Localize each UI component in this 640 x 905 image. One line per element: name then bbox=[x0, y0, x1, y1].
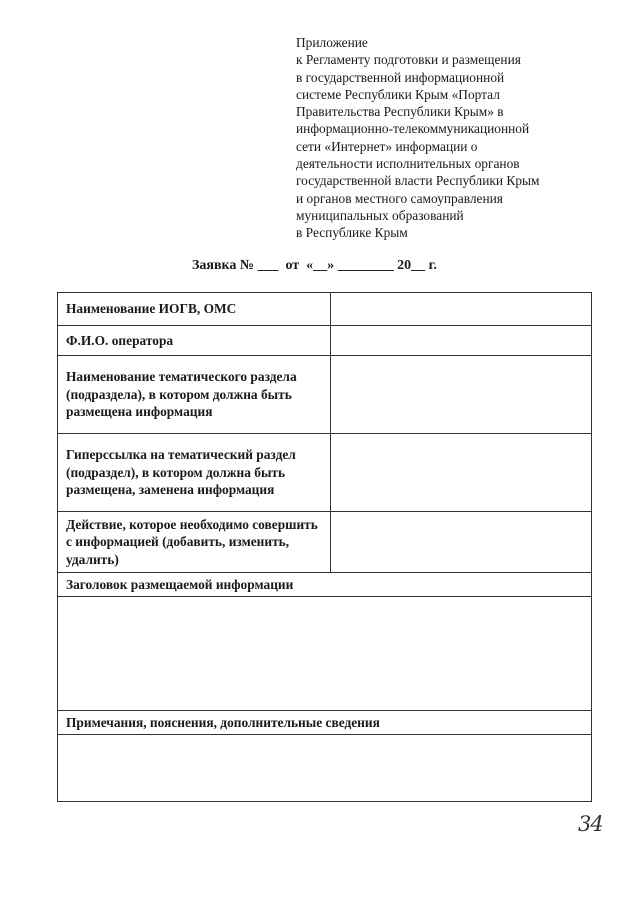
appendix-line: Приложение bbox=[296, 35, 368, 50]
field-label-info-title: Заголовок размещаемой информации bbox=[58, 573, 592, 597]
field-label-section-name: Наименование тематического раздела (подраздела), в котором должна быть размещена информация bbox=[58, 356, 331, 434]
table-row bbox=[58, 596, 592, 710]
appendix-line: муниципальных образований bbox=[296, 207, 464, 223]
appendix-line: сети «Интернет» информации о bbox=[296, 138, 478, 154]
appendix-line: информационно-телекоммуникационной bbox=[296, 121, 530, 137]
field-value-iogv-oms[interactable] bbox=[331, 293, 592, 326]
field-value-notes[interactable] bbox=[58, 734, 592, 801]
appendix-line: Правительства Республики Крым» в bbox=[296, 104, 504, 120]
table-row bbox=[58, 512, 592, 573]
appendix-line: государственной власти Республики Крым bbox=[296, 173, 540, 189]
field-value-section-name[interactable] bbox=[331, 356, 592, 434]
field-value-operator-name[interactable] bbox=[331, 326, 592, 356]
request-form-table bbox=[57, 292, 592, 802]
appendix-header bbox=[296, 34, 596, 242]
field-value-section-hyperlink[interactable] bbox=[331, 434, 592, 512]
table-row bbox=[58, 734, 592, 801]
field-value-info-title[interactable] bbox=[58, 596, 592, 710]
field-label-iogv-oms: Наименование ИОГВ, ОМС bbox=[58, 293, 331, 326]
appendix-line: к Регламенту подготовки и размещения bbox=[296, 52, 521, 68]
appendix-line: деятельности исполнительных органов bbox=[296, 156, 520, 172]
table-row bbox=[58, 573, 592, 597]
request-title: Заявка № ___ от «__» ________ 20__ г. bbox=[192, 258, 437, 273]
field-label-action: Действие, которое необходимо совершить с информацией (добавить, изменить, удалить) bbox=[58, 512, 331, 573]
field-label-operator-name: Ф.И.О. оператора bbox=[58, 326, 331, 356]
handwritten-page-number: 34 bbox=[578, 812, 603, 836]
appendix-line: в государственной информационной bbox=[296, 69, 505, 85]
appendix-line: в Республике Крым bbox=[296, 225, 408, 241]
table-row bbox=[58, 293, 592, 326]
appendix-line: и органов местного самоуправления bbox=[296, 190, 503, 206]
field-label-section-hyperlink: Гиперссылка на тематический раздел (подраздел), в котором должна быть размещена, заменена информация bbox=[58, 434, 331, 512]
appendix-line: системе Республики Крым «Портал bbox=[296, 86, 500, 102]
table-row bbox=[58, 356, 592, 434]
field-value-action[interactable] bbox=[331, 512, 592, 573]
field-label-notes: Примечания, пояснения, дополнительные сведения bbox=[58, 710, 592, 734]
table-row bbox=[58, 710, 592, 734]
table-row bbox=[58, 326, 592, 356]
table-row bbox=[58, 434, 592, 512]
